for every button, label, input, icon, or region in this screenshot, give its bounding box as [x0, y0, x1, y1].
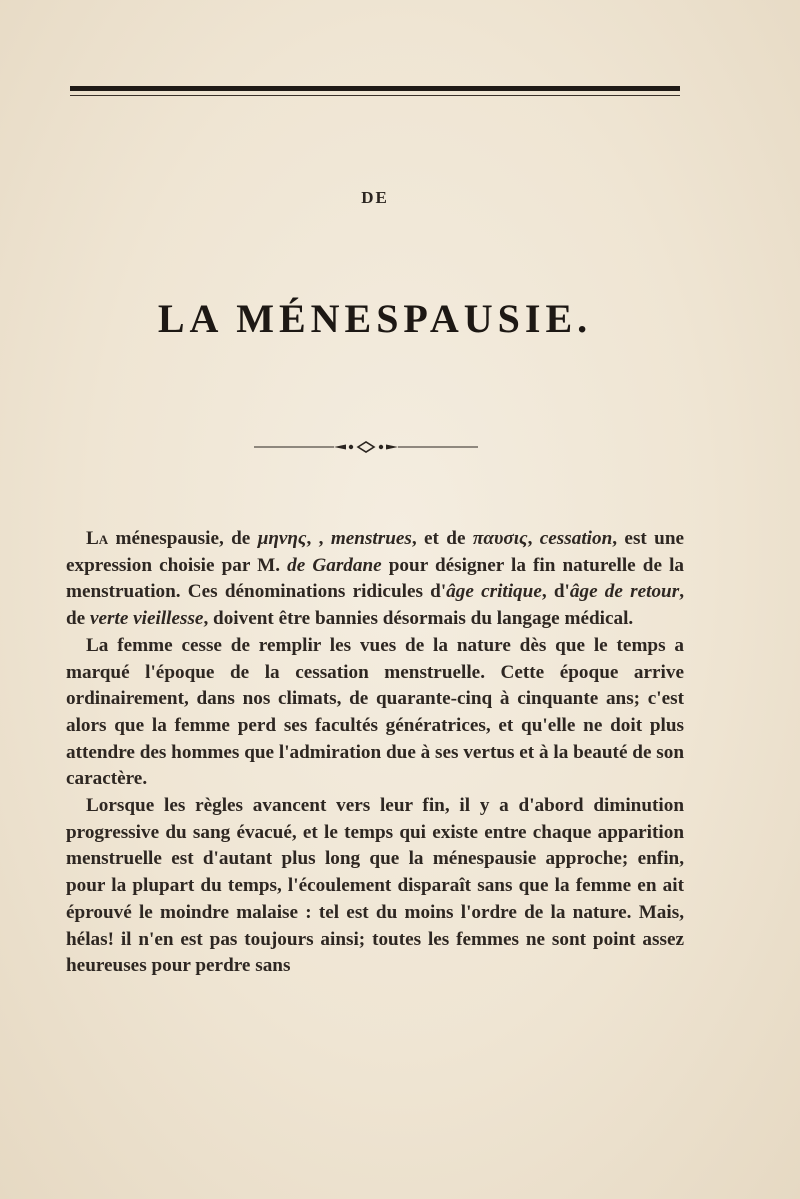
text-run: âge critique	[446, 581, 542, 603]
text-run: , doivent être bannies désormais du langage médical.	[203, 608, 634, 630]
text-run: , d'	[541, 581, 570, 603]
text-run: Lorsque les règles avancent vers leur fin, il y a d'abord diminution progressive du sang évacué, et le temps qui existe entre chaque apparition menstruelle est d'autant plus long que la ménespausie approche; enfin, pour la plupart du temps, l'écoulement disparaît sans que la femme en ait éprouvé le moindre malaise : tel est du moins l'ordre de la nature. Mais, hélas! il n'en est pas toujours ainsi; toutes les femmes ne sont point assez heureuses pour perdre sans	[66, 795, 684, 977]
text-run: ,	[527, 528, 540, 549]
text-run: παυσις	[472, 528, 528, 549]
text-run: âge de retour	[569, 581, 680, 603]
header-rule-thick	[70, 86, 680, 91]
text-run: de Gardane	[287, 554, 382, 576]
paragraph-1	[66, 526, 684, 633]
text-run: pour désigner la fin naturelle de la menstruation. Ces dénominations ridicules d'	[66, 554, 684, 603]
text-run: La femme cesse de remplir les vues de la nature dès que le temps a marqué l'époque de la cessation menstruelle. Cette époque arrive ordinairement, dans nos climats, de quarante-cinq à cinquante ans; c'est alors que la femme perd ses facultés génératrices, et qu'elle ne doit plus attendre des hommes que l'admiration due à ses vertus et à la beauté de son caractère.	[66, 634, 684, 790]
paragraph-3	[66, 793, 684, 980]
text-run: La	[86, 528, 109, 549]
text-run: μηνης	[257, 528, 307, 549]
text-run: , de	[66, 581, 684, 630]
chapter-title: LA MÉNESPAUSIE.	[157, 296, 593, 341]
text-run: , et de	[411, 528, 473, 549]
fleuron-divider-icon	[254, 440, 478, 454]
header-rule-thin	[70, 95, 680, 96]
text-run: , ,	[306, 528, 331, 549]
text-run: ménespausie, de	[108, 528, 258, 549]
paragraph-2	[66, 633, 684, 793]
chapter-kicker: DE	[361, 188, 389, 207]
text-run: cessation	[539, 528, 613, 549]
text-run: , est une expression choisie par M.	[66, 528, 685, 576]
body-text	[66, 526, 684, 980]
text-run: menstrues	[330, 528, 412, 549]
text-run: verte vieillesse	[89, 608, 204, 630]
